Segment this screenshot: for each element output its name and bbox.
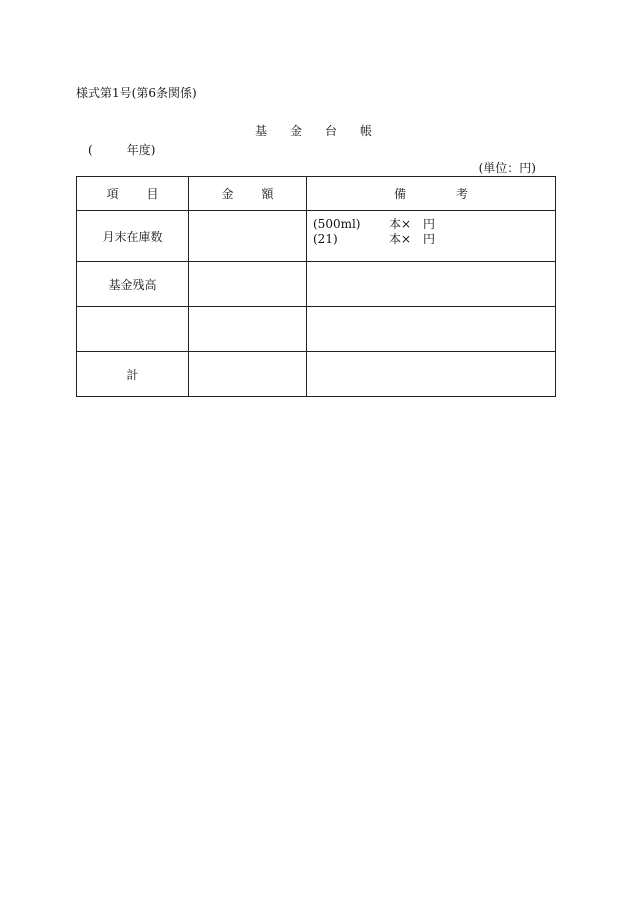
title-char: 台 <box>325 124 338 138</box>
header-remarks: 備 考 <box>307 177 556 211</box>
row-item-label: 計 <box>77 352 189 397</box>
document-title <box>255 122 395 139</box>
row-amount-cell <box>189 352 307 397</box>
table-row <box>77 262 556 307</box>
title-char: 帳 <box>360 124 373 138</box>
row-remarks-cell <box>307 211 556 262</box>
table-header-row <box>77 177 556 211</box>
row-amount-cell <box>189 262 307 307</box>
row-item-label: 月末在庫数 <box>77 211 189 262</box>
remark-line: (21) 本× 円 <box>313 232 436 246</box>
header-item: 項 目 <box>77 177 189 211</box>
year-suffix: 年度) <box>126 143 156 157</box>
row-item-label <box>77 307 189 352</box>
row-amount-cell <box>189 307 307 352</box>
table-row <box>77 352 556 397</box>
row-remarks-cell <box>307 307 556 352</box>
row-amount-cell <box>189 211 307 262</box>
row-remarks-cell <box>307 352 556 397</box>
header-amount: 金 額 <box>189 177 307 211</box>
year-open-paren: ( <box>88 143 93 157</box>
fund-ledger-table <box>76 176 556 397</box>
row-item-label: 基金残高 <box>77 262 189 307</box>
title-char: 金 <box>290 124 303 138</box>
table-row <box>77 307 556 352</box>
title-char: 基 <box>255 124 268 138</box>
fiscal-year-line <box>88 141 155 158</box>
unit-label: (単位：円) <box>478 161 536 175</box>
row-remarks-cell <box>307 262 556 307</box>
table-row <box>77 211 556 262</box>
form-number-label: 様式第1号(第6条関係) <box>76 86 197 100</box>
remark-line: (500ml) 本× 円 <box>313 217 436 231</box>
